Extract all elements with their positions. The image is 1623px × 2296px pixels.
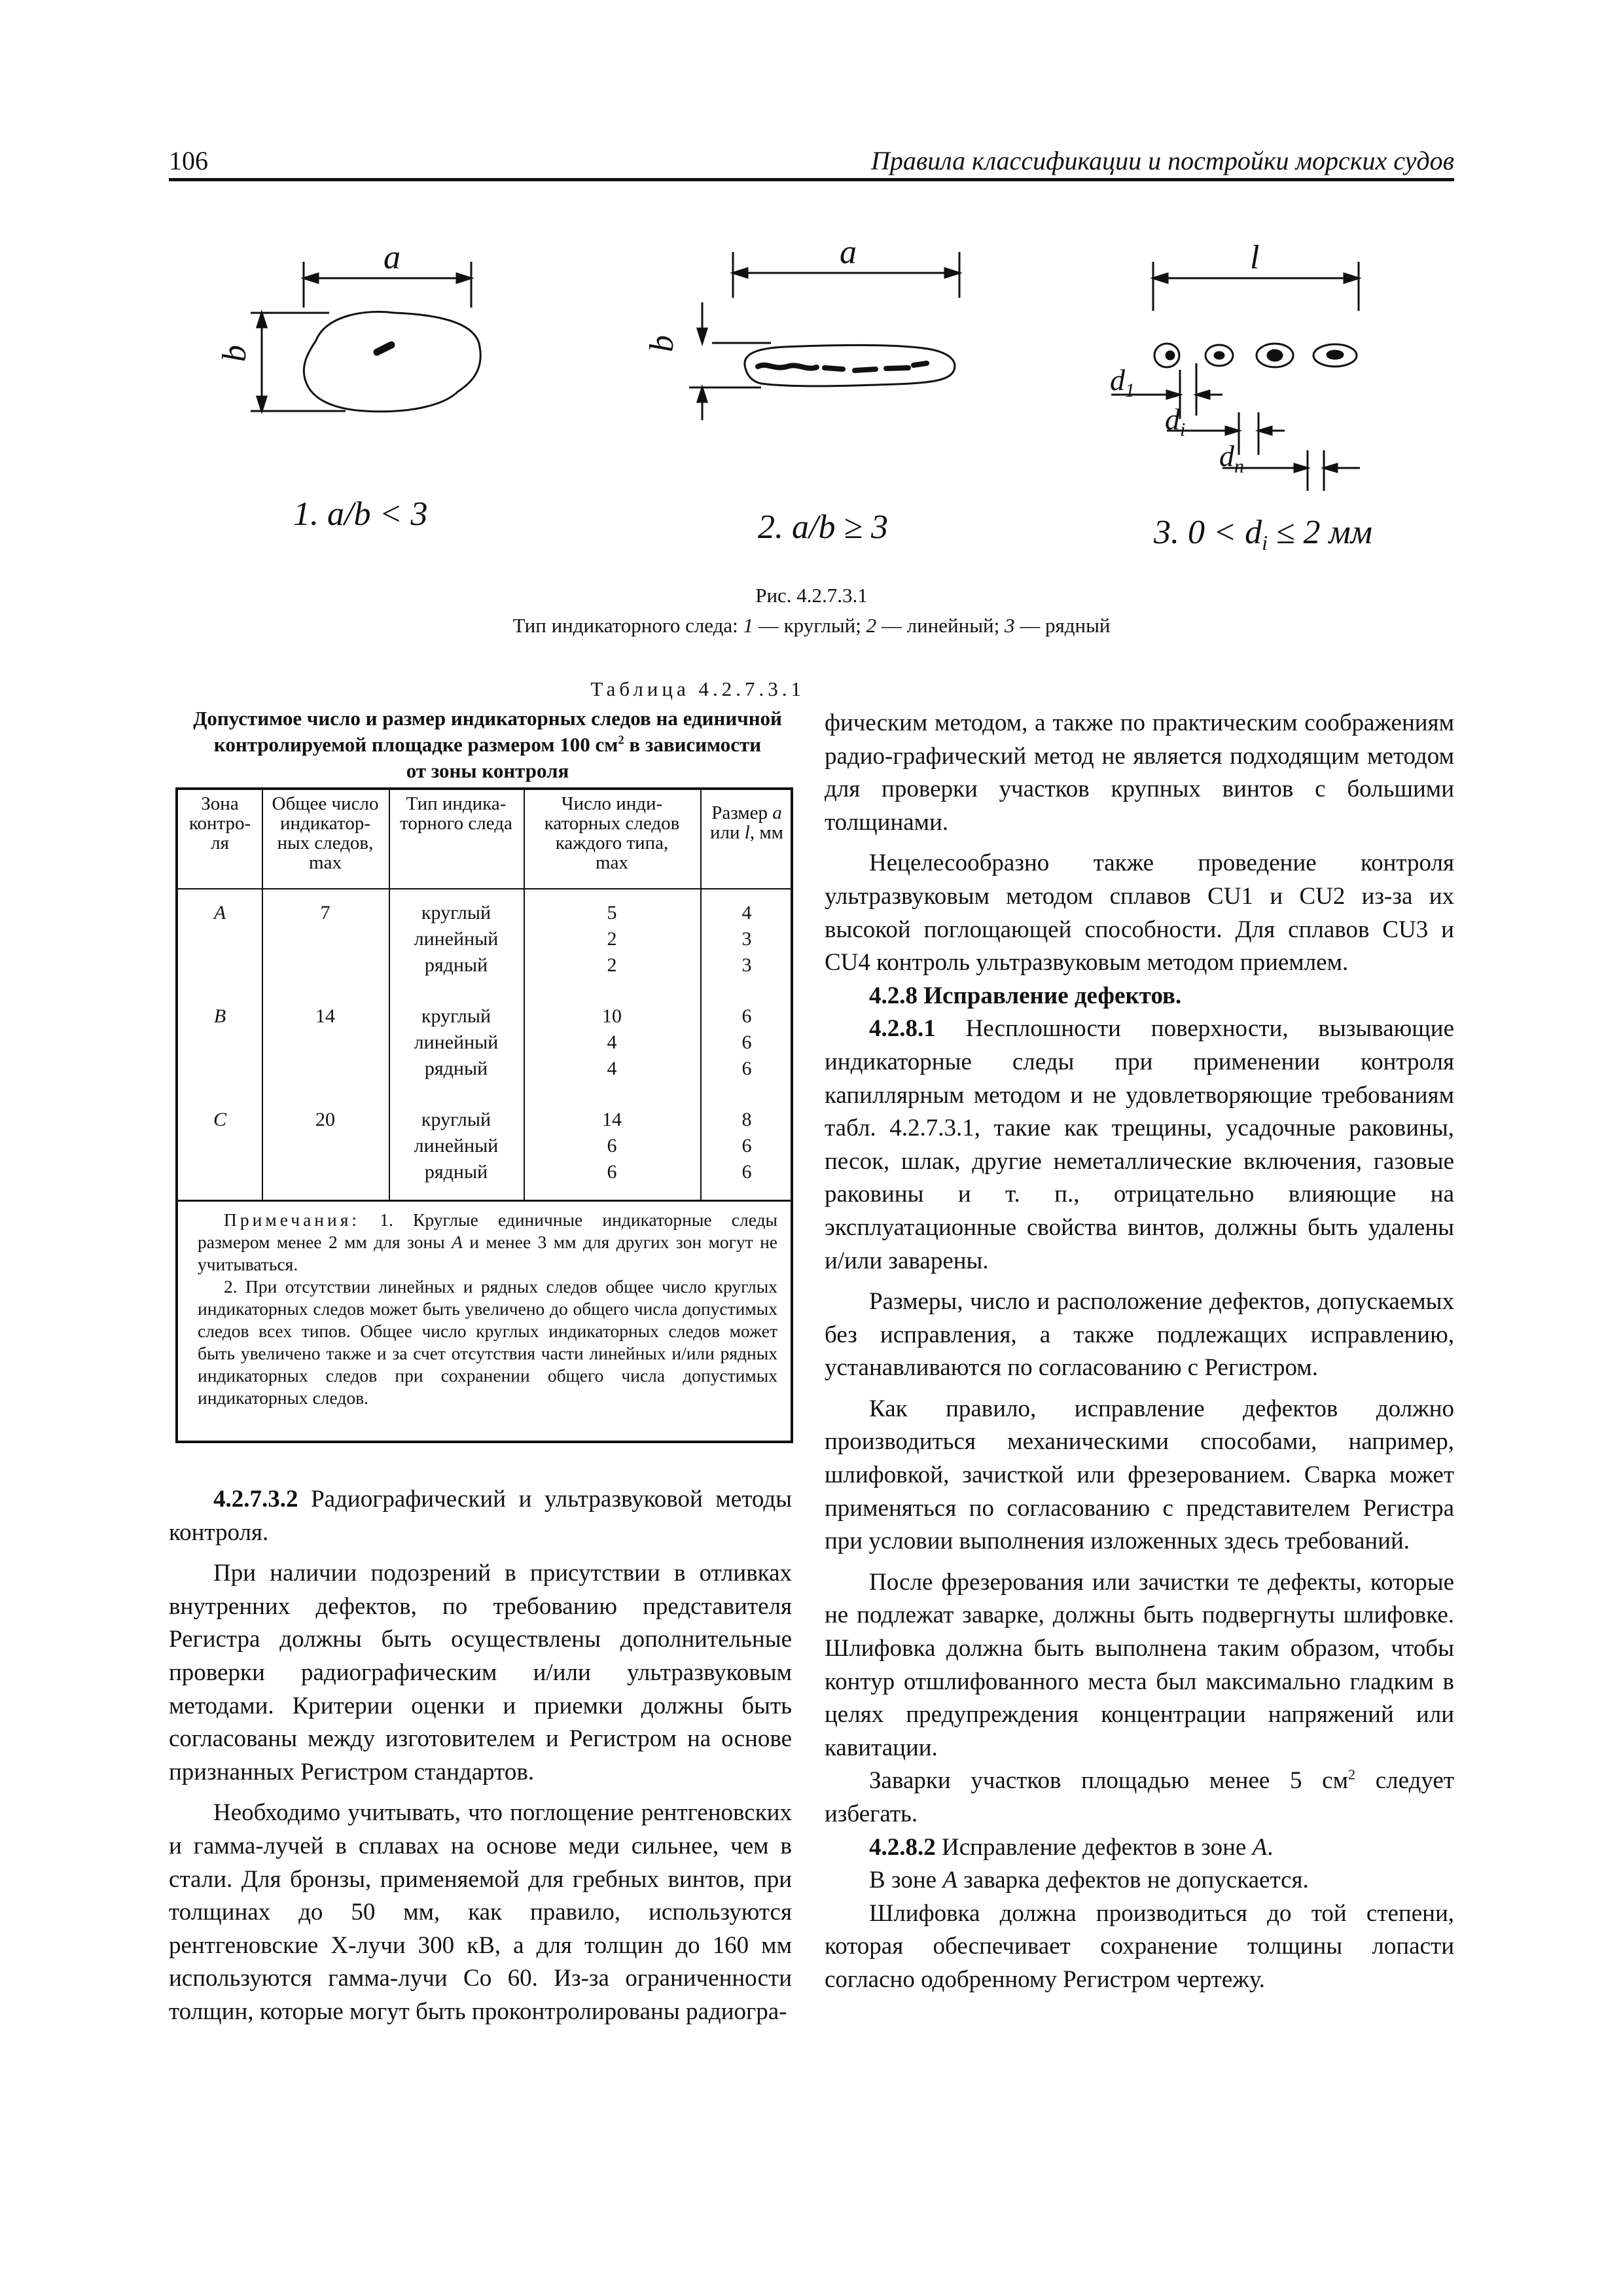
paragraph: фическим методом, а также по практическим соображениям радио-графический метод не является подходящим методом для проверки участков крупных винтов с большими толщинами. — [825, 709, 1454, 836]
header-count: Число инди- каторных следов каждого типа, max — [544, 793, 680, 873]
header-size: Размер a или l, мм — [709, 802, 784, 843]
row-b-zone: B — [213, 1005, 226, 1027]
indicator-types-figure — [169, 242, 1454, 569]
section-4-2-8-1: 4.2.8.1 Несплошности поверхности, вызывающие индикаторные следы при применении контроля капиллярным методом и не удовлетворяющие требованиям табл. 4.2.7.3.1, такие как трещины, усадочные раковины, песок, шлак, другие неметаллические включения, газовые раковины и т. п., отрицательно влияющие на эксплуатационные свойства винтов, должны быть удалены и/или заварены. — [825, 1015, 1454, 1274]
row-a-zone: A — [213, 902, 226, 924]
right-column-text — [825, 707, 1454, 1997]
header-total: Общее число индикатор- ных следов, max — [272, 793, 379, 873]
dim-a-label-2: a — [840, 242, 857, 271]
row-c-sizes: 8 6 6 — [741, 1109, 752, 1183]
paragraph: Заварки участков площадью менее 5 $см^2$ следует избегать. — [825, 1767, 1455, 1827]
paragraph: Нецелесообразно также проведение контроля ультразвуковым методом сплавов CU1 и CU2 из-за их высокой поглощающей способности. Для сплавов CU3 и CU4 контроль ультразвуковым методом приемлем. — [825, 850, 1454, 977]
figure-round-indication — [251, 262, 480, 412]
row-c-zone: C — [213, 1109, 226, 1130]
dn-label: $d_n$ — [1219, 439, 1244, 477]
row-c-counts: 14 6 6 — [602, 1109, 622, 1183]
figure-label-1: 1. a/b < 3 — [293, 495, 428, 533]
row-b-types: круглый линейный рядный — [414, 1005, 499, 1079]
paragraph: Шлифовка должна производиться до той степени, которая обеспечивает сохранение толщины лопасти согласно одобренному Регистром чертежу. — [825, 1899, 1454, 1993]
table-title: Допустимое число и размер индикаторных следов на единичной контролируемой площадке размером 100 $см^2$ в зависимости от зоны контроля — [193, 707, 782, 782]
header-zone: Зона контро- ля — [188, 793, 251, 853]
row-c-types: круглый линейный рядный — [414, 1109, 499, 1183]
figure-label-3: 3. 0 < di ≤ 2 мм — [1154, 514, 1372, 554]
paragraph: При наличии подозрений в присутствии в отливках внутренних дефектов, по требованию представителя Регистра должны быть осуществлены дополнительные проверки радиографическим и/или ультразвуковым методами. Критерии оценки и приемки должны быть согласованы между изготовителем и Регистром на основе признанных Регистром стандартов. — [169, 1560, 792, 1785]
row-b-sizes: 6 6 6 — [741, 1005, 752, 1079]
paragraph: Размеры, число и расположение дефектов, допускаемых без исправления, а также подлежащих исправлению, устанавливаются по согласованию с Регистром. — [825, 1288, 1454, 1382]
section-4-2-7-3-2: 4.2.7.3.2 Радиографический и ультразвуковой методы контроля. — [169, 1486, 792, 1546]
table-label: Таблица 4.2.7.3.1 — [590, 677, 805, 700]
defects-table — [175, 787, 793, 1443]
row-b-total: 14 — [315, 1005, 335, 1027]
header-type: Тип индика- торного следа — [400, 793, 512, 834]
section-heading-4-2-8: 4.2.8 Исправление дефектов. — [869, 982, 1182, 1009]
figure-caption-text: Тип индикаторного следа: 1 — круглый; 2 — линейный; 3 — рядный — [512, 614, 1111, 637]
page-number: 106 — [169, 146, 208, 175]
row-a-counts: 5 2 2 — [607, 902, 617, 976]
running-title: Правила классификации и постройки морских судов — [870, 146, 1454, 175]
section-4-2-8-2: 4.2.8.2 Исправление дефектов в зоне A. — [869, 1833, 1274, 1861]
row-b-counts: 10 4 4 — [602, 1005, 622, 1079]
left-column-text — [169, 1483, 792, 2029]
paragraph: После фрезерования или зачистки те дефекты, которые не подлежат заварке, должны быть подвергнуты шлифовке. Шлифовка должна быть выполнена таким образом, чтобы контур отшлифованного места был максимально гладким в целях предупреждения концентрации напряжений или кавитации. — [825, 1568, 1454, 1761]
d1-label: $d_1$ — [1110, 363, 1135, 401]
row-a-total: 7 — [320, 902, 330, 924]
figure-linear-indication — [689, 252, 959, 420]
dim-b-label-2: b — [643, 335, 681, 352]
dim-b-label-1: b — [216, 345, 253, 362]
paragraph: Как правило, исправление дефектов должно производиться механическими способами, например, шлифовкой, зачисткой или фрезерованием. Сварка может применяться по согласованию с представителем Регистра при условии выполнения изложенных здесь требований. — [825, 1395, 1454, 1555]
header-rule — [169, 178, 1454, 181]
row-c-total: 20 — [315, 1109, 335, 1130]
paragraph: В зоне A заварка дефектов не допускается. — [869, 1867, 1309, 1894]
row-a-sizes: 4 3 3 — [741, 902, 752, 976]
table-notes: Примечания: 1. Круглые единичные индикаторные следы размером менее 2 мм для зоны A и менее 3 мм для других зон могут не учитываться. 2. При отсутствии линейных и рядных следов общее число круглых индикаторных следов может быть увеличено до общего числа допустимых следов всех типов. Общее число круглых индикаторных следов может быть увеличено также и за счет отсутствия части линейных и/или рядных индикаторных следов при сохранении общего числа допустимых индикаторных следов. — [198, 1210, 777, 1408]
dim-l-label: l — [1250, 242, 1260, 276]
di-label: $d_i$ — [1165, 403, 1186, 440]
figure-label-2: 2. a/b ≥ 3 — [758, 509, 888, 546]
dim-a-label-1: a — [383, 242, 401, 276]
figure-caption-title: Рис. 4.2.7.3.1 — [755, 584, 868, 607]
paragraph: Необходимо учитывать, что поглощение рентгеновских и гамма-лучей в сплавах на основе меди сильнее, чем в стали. Для бронзы, применяемой для гребных винтов, при толщинах до 50 мм, как правило, используются рентгеновские Х-лучи 300 кВ, а для толщин до 160 мм используются гамма-лучи Co 60. Из-за ограниченности толщин, которые могут быть проконтролированы радиогра- — [169, 1799, 792, 2025]
row-a-types: круглый линейный рядный — [414, 902, 499, 976]
